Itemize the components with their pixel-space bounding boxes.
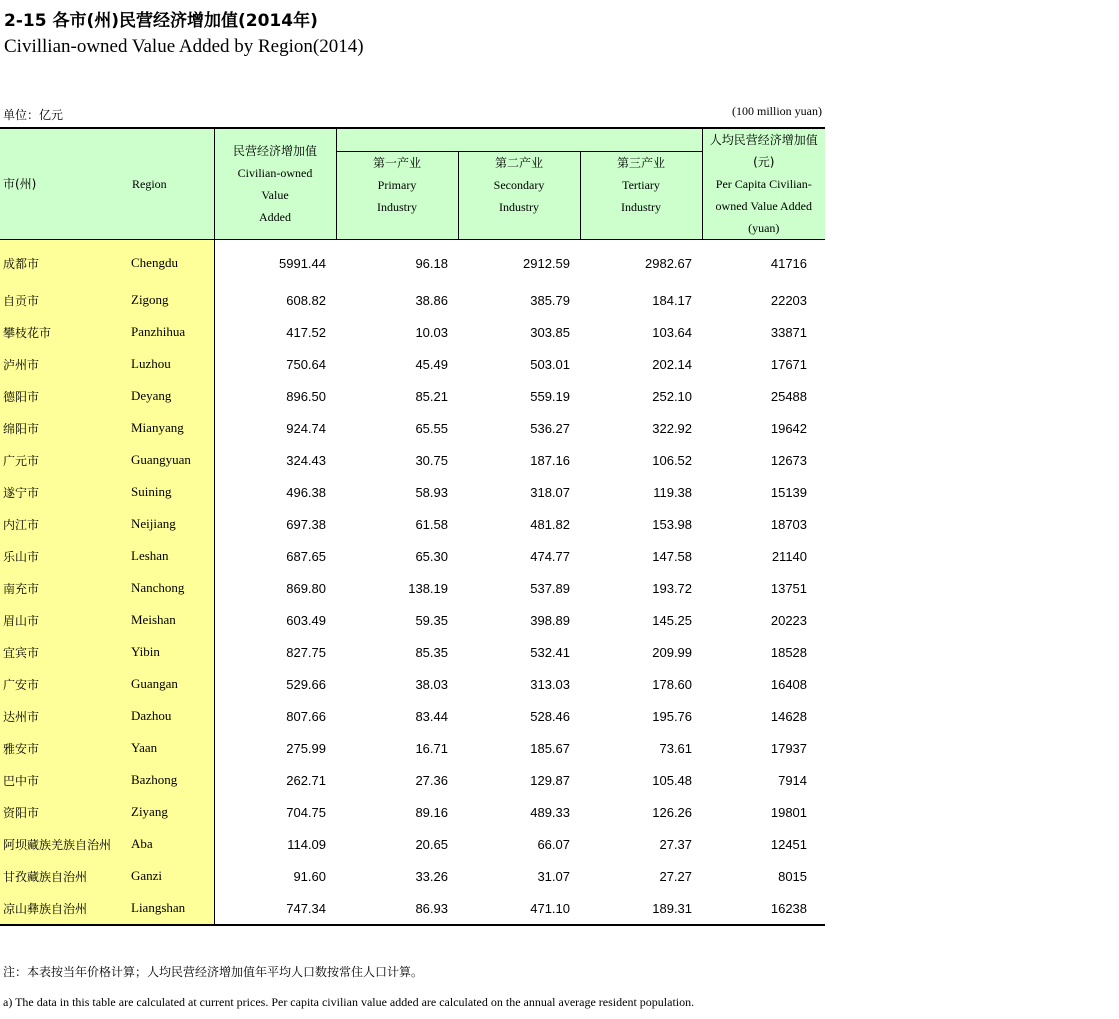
cell-region-zh: 雅安市 (0, 732, 129, 764)
cell-primary: 45.49 (415, 356, 448, 372)
table-row (0, 444, 825, 476)
header-total-en-2: Value (261, 188, 289, 202)
table-row (0, 604, 825, 636)
cell-region-en: Nanchong (129, 572, 214, 604)
cell-total: 747.34 (214, 892, 336, 925)
cell-secondary: 503.01 (530, 356, 570, 372)
header-percap (702, 128, 825, 240)
cell-percap: 19801 (770, 804, 808, 820)
cell-secondary: 2912.59 (523, 255, 570, 271)
cell-tertiary: 27.27 (659, 868, 693, 884)
header-tertiary-zh: 第三产业 (617, 156, 666, 170)
cell-primary: 38.86 (415, 292, 448, 308)
cell-tertiary: 189.31 (580, 892, 702, 925)
cell-tertiary: 209.99 (652, 644, 693, 660)
cell-secondary: 187.16 (530, 452, 570, 468)
cell-total: 114.09 (287, 836, 326, 852)
cell-percap: 12673 (770, 452, 808, 468)
cell-region-zh: 眉山市 (0, 604, 129, 636)
cell-percap: 8015 (778, 868, 808, 884)
table-row (0, 540, 825, 572)
header-percap-en-2: owned Value Added (715, 199, 812, 213)
cell-region-en: Guangyuan (129, 444, 214, 476)
cell-secondary: 313.03 (530, 676, 570, 692)
cell-tertiary: 184.17 (652, 292, 693, 308)
header-total-en-3: Added (259, 210, 291, 224)
cell-secondary: 129.87 (530, 772, 570, 788)
unit-label-en: (100 million yuan) (732, 104, 822, 118)
cell-primary: 20.65 (415, 836, 448, 852)
cell-region-zh: 凉山彝族自治州 (0, 892, 129, 925)
cell-tertiary: 27.37 (659, 836, 693, 852)
data-table (0, 127, 825, 926)
cell-total: 324.43 (286, 452, 326, 468)
cell-percap: 15139 (770, 484, 808, 500)
cell-region-en: Luzhou (129, 348, 214, 380)
table-row (0, 284, 825, 316)
cell-primary: 85.21 (415, 388, 448, 404)
cell-total: 704.75 (286, 804, 326, 820)
cell-primary: 89.16 (415, 804, 448, 820)
cell-region-zh: 自贡市 (0, 284, 129, 316)
table-row (0, 476, 825, 508)
header-region-en: Region (129, 128, 214, 240)
cell-region-en: Zigong (129, 284, 214, 316)
footnote-zh: 注：本表按当年价格计算；人均民营经济增加值年平均人口数按常住人口计算。 (3, 965, 424, 979)
cell-percap: 21140 (771, 548, 808, 564)
cell-total: 603.49 (286, 612, 326, 628)
cell-region-en: Ganzi (129, 860, 214, 892)
table-row (0, 240, 825, 285)
table-row (0, 828, 825, 860)
cell-region-en: Bazhong (129, 764, 214, 796)
cell-percap: 18528 (770, 644, 808, 660)
cell-tertiary: 153.98 (652, 516, 693, 532)
header-industry-group (336, 128, 702, 152)
page-title-en: Civillian-owned Value Added by Region(2014) (4, 36, 364, 57)
cell-region-en: Guangan (129, 668, 214, 700)
cell-region-zh: 阿坝藏族羌族自治州 (0, 828, 129, 860)
cell-tertiary: 105.48 (652, 772, 693, 788)
table-row (0, 316, 825, 348)
cell-percap: 25488 (770, 388, 808, 404)
cell-total: 924.74 (286, 420, 326, 436)
cell-region-en: Dazhou (129, 700, 214, 732)
cell-total: 529.66 (286, 676, 326, 692)
header-total-en-1: Civilian-owned (237, 166, 313, 180)
cell-percap: 12451 (770, 836, 808, 852)
header-primary-en-2: Industry (377, 200, 417, 214)
table-row (0, 412, 825, 444)
cell-region-en: Yibin (129, 636, 214, 668)
header-total (214, 128, 336, 240)
cell-percap: 16408 (770, 676, 808, 692)
cell-tertiary: 119.38 (653, 484, 693, 500)
cell-secondary: 474.77 (530, 548, 570, 564)
header-secondary (458, 152, 580, 240)
footnote-en: a) The data in this table are calculated at current prices. Per capita civilian value added are calculated on the annual average resident population. (3, 995, 695, 1009)
header-secondary-en-1: Secondary (493, 178, 545, 192)
cell-secondary: 471.10 (458, 892, 580, 925)
cell-region-en: Chengdu (129, 240, 214, 285)
cell-region-en: Leshan (129, 540, 214, 572)
cell-primary: 85.35 (415, 644, 448, 660)
cell-percap: 20223 (770, 612, 808, 628)
cell-region-en: Aba (129, 828, 214, 860)
table-row (0, 348, 825, 380)
cell-primary: 58.93 (415, 484, 448, 500)
cell-tertiary: 145.25 (652, 612, 693, 628)
table-row (0, 668, 825, 700)
cell-secondary: 31.07 (537, 868, 570, 884)
cell-percap: 19642 (770, 420, 808, 436)
header-tertiary (580, 152, 702, 240)
cell-tertiary: 202.14 (652, 356, 693, 372)
cell-percap: 16238 (702, 892, 825, 925)
cell-secondary: 532.41 (530, 644, 570, 660)
cell-total: 697.38 (286, 516, 326, 532)
cell-secondary: 185.67 (530, 740, 570, 756)
cell-tertiary: 126.26 (652, 804, 693, 820)
cell-region-en: Meishan (129, 604, 214, 636)
cell-total: 275.99 (286, 740, 326, 756)
cell-secondary: 385.79 (530, 292, 570, 308)
cell-secondary: 559.19 (530, 388, 570, 404)
cell-percap: 14628 (770, 708, 808, 724)
header-primary-zh: 第一产业 (372, 156, 421, 170)
table-row (0, 892, 825, 925)
cell-region-zh: 泸州市 (0, 348, 129, 380)
cell-region-zh: 甘孜藏族自治州 (0, 860, 129, 892)
cell-primary: 83.44 (415, 708, 448, 724)
cell-tertiary: 147.58 (652, 548, 693, 564)
cell-region-zh: 绵阳市 (0, 412, 129, 444)
cell-region-zh: 宜宾市 (0, 636, 129, 668)
cell-region-en: Ziyang (129, 796, 214, 828)
header-secondary-en-2: Industry (499, 200, 539, 214)
cell-total: 91.60 (293, 868, 326, 884)
cell-tertiary: 195.76 (652, 708, 693, 724)
cell-region-en: Deyang (129, 380, 214, 412)
table-row (0, 508, 825, 540)
cell-primary: 30.75 (415, 452, 448, 468)
cell-tertiary: 193.72 (652, 580, 693, 596)
cell-total: 896.50 (286, 388, 326, 404)
cell-secondary: 398.89 (530, 612, 570, 628)
cell-total: 687.65 (286, 548, 326, 564)
cell-secondary: 489.33 (530, 804, 570, 820)
cell-tertiary: 2982.67 (645, 255, 693, 271)
cell-secondary: 66.07 (537, 836, 570, 852)
cell-secondary: 481.82 (530, 516, 570, 532)
cell-total: 5991.44 (279, 255, 326, 271)
table-header (0, 128, 825, 240)
cell-region-zh: 遂宁市 (0, 476, 129, 508)
cell-total: 496.38 (286, 484, 326, 500)
cell-region-zh: 内江市 (0, 508, 129, 540)
cell-tertiary: 103.64 (652, 324, 693, 340)
header-total-zh: 民营经济增加值 (232, 144, 317, 158)
cell-primary: 10.03 (415, 324, 448, 340)
cell-primary: 16.71 (415, 740, 448, 756)
cell-tertiary: 106.52 (652, 452, 693, 468)
cell-percap: 17671 (770, 356, 808, 372)
cell-region-zh: 攀枝花市 (0, 316, 129, 348)
table-row (0, 732, 825, 764)
cell-region-zh: 广元市 (0, 444, 129, 476)
cell-secondary: 303.85 (530, 324, 570, 340)
cell-secondary: 537.89 (530, 580, 570, 596)
cell-region-en: Panzhihua (129, 316, 214, 348)
cell-total: 262.71 (286, 772, 326, 788)
cell-region-zh: 成都市 (0, 240, 129, 285)
unit-label-zh: 单位：亿元 (3, 108, 64, 122)
table-row (0, 700, 825, 732)
cell-primary: 86.93 (336, 892, 458, 925)
page-title-zh: 2-15 各市(州)民营经济增加值(2014年) (4, 11, 318, 31)
header-percap-zh-2: (元) (753, 155, 775, 169)
cell-region-zh: 乐山市 (0, 540, 129, 572)
cell-percap: 33871 (770, 324, 808, 340)
table-row (0, 380, 825, 412)
header-percap-zh-1: 人均民营经济增加值 (709, 133, 818, 147)
cell-secondary: 318.07 (530, 484, 570, 500)
cell-primary: 96.18 (415, 255, 448, 271)
cell-region-zh: 广安市 (0, 668, 129, 700)
cell-total: 417.52 (286, 324, 326, 340)
cell-total: 750.64 (286, 356, 326, 372)
cell-tertiary: 178.60 (652, 676, 693, 692)
table-row (0, 796, 825, 828)
cell-tertiary: 322.92 (652, 420, 693, 436)
cell-primary: 65.55 (415, 420, 448, 436)
header-tertiary-en-1: Tertiary (622, 178, 660, 192)
cell-primary: 33.26 (415, 868, 448, 884)
cell-region-zh: 南充市 (0, 572, 129, 604)
header-tertiary-en-2: Industry (621, 200, 661, 214)
table-row (0, 572, 825, 604)
cell-primary: 138.19 (408, 580, 448, 596)
cell-total: 869.80 (286, 580, 326, 596)
cell-primary: 61.58 (415, 516, 448, 532)
cell-secondary: 528.46 (530, 708, 570, 724)
cell-region-zh: 资阳市 (0, 796, 129, 828)
cell-region-zh: 德阳市 (0, 380, 129, 412)
cell-region-en: Mianyang (129, 412, 214, 444)
header-primary-en-1: Primary (377, 178, 417, 192)
cell-total: 827.75 (286, 644, 326, 660)
cell-primary: 59.35 (415, 612, 448, 628)
cell-region-en: Yaan (129, 732, 214, 764)
cell-percap: 17937 (770, 740, 808, 756)
table-row (0, 764, 825, 796)
cell-region-en: Liangshan (129, 892, 214, 925)
table-body (0, 240, 825, 926)
cell-percap: 22203 (770, 292, 808, 308)
header-primary (336, 152, 458, 240)
table-row (0, 636, 825, 668)
cell-percap: 7914 (778, 772, 808, 788)
cell-total: 608.82 (286, 292, 326, 308)
cell-primary: 38.03 (415, 676, 448, 692)
cell-primary: 27.36 (415, 772, 448, 788)
header-region-zh: 市(州) (0, 128, 129, 240)
table-row (0, 860, 825, 892)
cell-primary: 65.30 (415, 548, 448, 564)
cell-tertiary: 73.61 (659, 740, 693, 756)
cell-percap: 41716 (770, 255, 808, 271)
header-secondary-zh: 第二产业 (494, 156, 543, 170)
cell-region-en: Neijiang (129, 508, 214, 540)
cell-region-en: Suining (129, 476, 214, 508)
cell-region-zh: 巴中市 (0, 764, 129, 796)
cell-secondary: 536.27 (530, 420, 570, 436)
cell-total: 807.66 (286, 708, 326, 724)
header-percap-en-3: (yuan) (748, 221, 780, 235)
header-percap-en-1: Per Capita Civilian- (715, 177, 812, 191)
cell-percap: 13751 (770, 580, 808, 596)
cell-region-zh: 达州市 (0, 700, 129, 732)
cell-percap: 18703 (770, 516, 808, 532)
cell-tertiary: 252.10 (652, 388, 693, 404)
